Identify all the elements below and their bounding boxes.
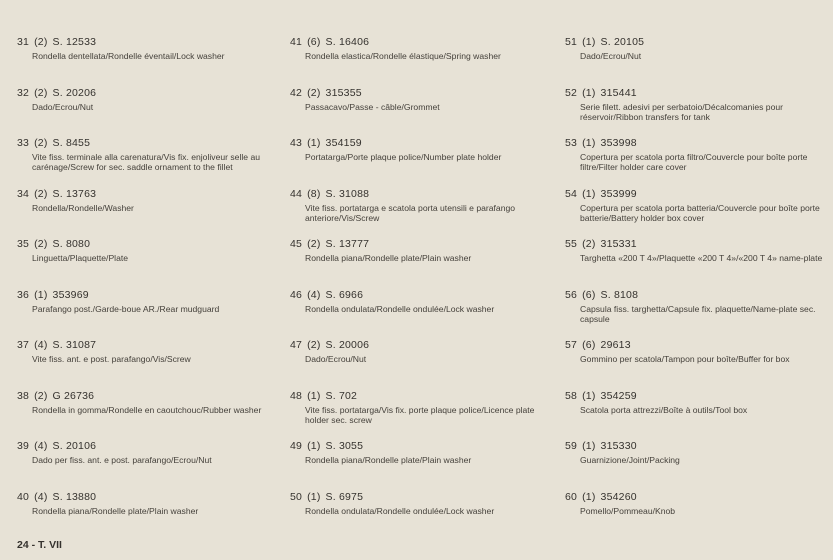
part-code: S. 3055: [325, 440, 364, 452]
part-quantity: (6): [307, 36, 321, 48]
part-description: Parafango post./Garde-boue AR./Rear mudguard: [32, 303, 220, 314]
part-quantity: (2): [34, 389, 48, 402]
part-description: Pomello/Pommeau/Knob: [580, 505, 676, 516]
part-quantity: (1): [582, 137, 596, 149]
part-description: Gommino per scatola/Tampon pour boîte/Buffer for box: [580, 354, 790, 364]
part-quantity: (2): [307, 339, 321, 351]
part-description: Rondella piana/Rondelle plate/Plain washer: [32, 505, 199, 516]
part-number: 55: [565, 238, 578, 250]
part-number: 50: [290, 490, 303, 503]
part-entry: [290, 289, 552, 314]
part-entry: [17, 188, 279, 213]
part-number: 60: [565, 490, 578, 503]
part-quantity: (4): [34, 490, 48, 503]
page-footer: 24 - T. VII: [17, 539, 62, 551]
part-entry: [565, 36, 827, 61]
part-description: Linguetta/Plaquette/Plate: [32, 253, 129, 263]
part-entry: [290, 36, 552, 61]
part-header: [565, 238, 827, 251]
part-number: 48: [290, 389, 303, 402]
part-quantity: (1): [307, 389, 321, 402]
part-description: Rondella dentellata/Rondelle éventail/Lock washer: [32, 51, 225, 61]
part-description: Vite fiss. portatarga/Vis fix. porte plaque police/Licence plate holder sec. screw: [305, 404, 535, 425]
part-quantity: (1): [307, 440, 321, 452]
part-number: 49: [290, 440, 303, 452]
part-code: 29613: [600, 339, 631, 351]
part-header: [565, 440, 827, 453]
part-entry: [290, 440, 552, 465]
part-entry: [565, 339, 827, 364]
part-number: 39: [17, 440, 30, 452]
part-description: Copertura per scatola porta filtro/Couvercle pour boîte porte filtre/Filter holder care cover: [580, 152, 808, 172]
part-entry: [17, 289, 279, 314]
part-number: 37: [17, 339, 30, 351]
part-code: S. 20106: [52, 440, 97, 452]
part-quantity: (2): [34, 238, 48, 250]
part-description: Rondella ondulata/Rondelle ondulée/Lock washer: [305, 303, 495, 314]
part-header: [17, 238, 279, 251]
part-number: 40: [17, 490, 30, 503]
part-number: 56: [565, 288, 578, 301]
part-entry: [565, 289, 827, 324]
part-description: Passacavo/Passe - câble/Grommet: [305, 101, 440, 112]
part-entry: [17, 390, 279, 415]
part-entry: [17, 440, 279, 465]
part-code: S. 13777: [325, 238, 370, 250]
part-code: S. 20105: [600, 36, 645, 48]
part-description: Vite fiss. terminale alla carenatura/Vis fix. enjoliveur selle au carénage/Screw for sec. saddle ornament to the fillet: [32, 152, 261, 172]
part-entry: [290, 238, 552, 263]
part-header: [290, 87, 552, 100]
part-header: [290, 36, 552, 49]
part-number: 53: [565, 137, 578, 149]
part-entry: [565, 87, 827, 122]
part-header: [290, 238, 552, 251]
part-description: Rondella elastica/Rondelle élastique/Spring washer: [305, 51, 501, 61]
part-number: 31: [17, 36, 30, 48]
part-quantity: (1): [582, 389, 596, 402]
part-quantity: (1): [34, 288, 48, 301]
part-entry: [17, 339, 279, 364]
part-quantity: (2): [34, 187, 48, 200]
part-header: [17, 289, 279, 302]
part-code: 315355: [325, 86, 362, 99]
part-entry: [565, 390, 827, 415]
part-header: [565, 339, 827, 352]
part-description: Dado/Ecrou/Nut: [32, 101, 94, 112]
part-header: [17, 36, 279, 49]
part-code: S. 20206: [52, 86, 97, 99]
part-quantity: (6): [582, 339, 596, 351]
part-description: Copertura per scatola porta batteria/Couvercle pour boîte porte batterie/Battery holder box cover: [580, 202, 820, 223]
part-header: [565, 289, 827, 302]
part-quantity: (6): [582, 288, 596, 301]
part-code: 354259: [600, 389, 637, 402]
part-entry: [565, 440, 827, 465]
part-description: Dado per fiss. ant. e post. parafango/Ecrou/Nut: [32, 455, 212, 465]
part-number: 43: [290, 137, 303, 149]
part-entry: [17, 137, 279, 172]
part-header: [17, 339, 279, 352]
part-header: [17, 491, 279, 504]
part-header: [565, 188, 827, 201]
part-entry: [17, 36, 279, 61]
part-description: Portatarga/Porte plaque police/Number plate holder: [305, 152, 502, 162]
part-code: S. 12533: [52, 36, 97, 48]
part-quantity: (1): [582, 36, 596, 48]
part-entry: [565, 137, 827, 172]
part-header: [290, 339, 552, 352]
part-description: Serie filett. adesivi per serbatoio/Décalcomanies pour réservoir/Ribbon transfers for tank: [580, 101, 784, 122]
part-quantity: (2): [34, 36, 48, 48]
part-number: 33: [17, 137, 30, 149]
part-number: 54: [565, 187, 578, 200]
part-quantity: (1): [582, 440, 596, 452]
part-number: 58: [565, 389, 578, 402]
part-number: 38: [17, 389, 30, 402]
part-entry: [290, 390, 552, 425]
part-number: 46: [290, 288, 303, 301]
part-header: [17, 440, 279, 453]
part-code: S. 13763: [52, 187, 97, 200]
part-code: 353969: [52, 288, 89, 301]
part-header: [290, 137, 552, 150]
part-header: [565, 87, 827, 100]
part-code: S. 8080: [52, 238, 91, 250]
part-quantity: (2): [307, 86, 321, 99]
part-quantity: (1): [582, 187, 596, 200]
part-header: [565, 36, 827, 49]
part-quantity: (8): [307, 187, 321, 200]
part-code: 353999: [600, 187, 637, 200]
part-header: [17, 137, 279, 150]
part-number: 57: [565, 339, 578, 351]
part-code: S. 702: [325, 389, 358, 402]
part-number: 44: [290, 187, 303, 200]
part-header: [565, 491, 827, 504]
part-entry: [17, 87, 279, 112]
part-header: [290, 390, 552, 403]
part-entry: [565, 238, 827, 263]
part-code: S. 13880: [52, 490, 97, 503]
part-quantity: (1): [582, 86, 596, 99]
part-description: Rondella piana/Rondelle plate/Plain washer: [305, 455, 472, 465]
part-quantity: (4): [34, 339, 48, 351]
part-header: [290, 440, 552, 453]
part-description: Scatola porta attrezzi/Boîte à outils/Tool box: [580, 404, 748, 415]
part-quantity: (1): [307, 490, 321, 503]
part-header: [290, 491, 552, 504]
part-header: [290, 188, 552, 201]
part-code: 315331: [600, 238, 637, 250]
part-header: [565, 137, 827, 150]
part-number: 59: [565, 440, 578, 452]
part-number: 34: [17, 187, 30, 200]
part-header: [17, 87, 279, 100]
part-quantity: (2): [582, 238, 596, 250]
part-description: Rondella in gomma/Rondelle en caoutchouc/Rubber washer: [32, 404, 262, 415]
part-number: 51: [565, 36, 578, 48]
part-description: Vite fiss. ant. e post. parafango/Vis/Screw: [32, 354, 191, 364]
part-code: S. 31088: [325, 187, 370, 200]
part-description: Targhetta «200 T 4»/Plaquette «200 T 4»/«200 T 4» name-plate: [580, 253, 823, 263]
part-code: S. 6975: [325, 490, 364, 503]
part-number: 42: [290, 86, 303, 99]
part-entry: [565, 188, 827, 223]
part-quantity: (2): [34, 137, 48, 149]
part-code: S. 16406: [325, 36, 370, 48]
part-number: 32: [17, 86, 30, 99]
part-entry: [565, 491, 827, 516]
part-description: Capsula fiss. targhetta/Capsule fix. plaquette/Name-plate sec. capsule: [580, 303, 816, 324]
part-code: 315330: [600, 440, 637, 452]
part-quantity: (4): [34, 440, 48, 452]
part-number: 35: [17, 238, 30, 250]
part-entry: [290, 339, 552, 364]
part-number: 52: [565, 86, 578, 99]
part-description: Dado/Ecrou/Nut: [305, 354, 367, 364]
part-quantity: (2): [307, 238, 321, 250]
part-description: Dado/Ecrou/Nut: [580, 51, 642, 61]
part-entry: [17, 491, 279, 516]
part-code: S. 31087: [52, 339, 97, 351]
part-quantity: (1): [307, 137, 321, 149]
part-code: 353998: [600, 137, 637, 149]
part-number: 47: [290, 339, 303, 351]
part-entry: [290, 188, 552, 223]
part-code: S. 8455: [52, 137, 91, 149]
part-description: Rondella piana/Rondelle plate/Plain washer: [305, 253, 472, 263]
part-header: [290, 289, 552, 302]
part-code: 354159: [325, 137, 362, 149]
part-quantity: (1): [582, 490, 596, 503]
part-code: S. 8108: [600, 288, 639, 301]
part-code: S. 6966: [325, 288, 364, 301]
part-description: Vite fiss. portatarga e scatola porta utensili e parafango anteriore/Vis/Screw: [305, 202, 516, 223]
part-entry: [290, 137, 552, 162]
part-code: G 26736: [52, 389, 95, 402]
part-quantity: (2): [34, 86, 48, 99]
part-number: 45: [290, 238, 303, 250]
part-code: 354260: [600, 490, 637, 503]
part-code: 315441: [600, 86, 637, 99]
part-code: S. 20006: [325, 339, 370, 351]
part-entry: [290, 87, 552, 112]
part-number: 36: [17, 288, 30, 301]
part-header: [17, 390, 279, 403]
part-description: Guarnizione/Joint/Packing: [580, 455, 680, 465]
part-quantity: (4): [307, 288, 321, 301]
part-entry: [290, 491, 552, 516]
part-header: [565, 390, 827, 403]
part-description: Rondella/Rondelle/Washer: [32, 202, 134, 213]
part-header: [17, 188, 279, 201]
part-description: Rondella ondulata/Rondelle ondulée/Lock washer: [305, 505, 495, 516]
part-number: 41: [290, 36, 303, 48]
part-entry: [17, 238, 279, 263]
